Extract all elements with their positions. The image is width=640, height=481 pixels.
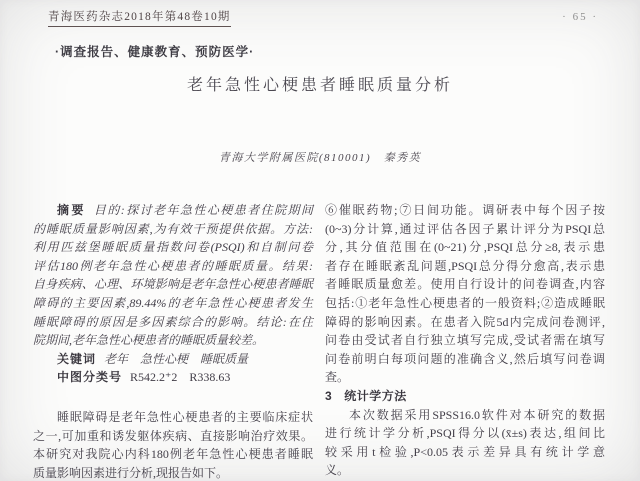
- abstract-line: [33, 201, 313, 220]
- body-line: 包括:①老年急性心梗患者的一般资料;②造成睡眠: [325, 295, 605, 310]
- body-line: 者存在睡眠紊乱问题,PSQI总分得分愈高,表示患: [325, 258, 605, 273]
- column-section-label: ·调查报告、健康教育、预防医学·: [55, 45, 255, 59]
- article-title: 老年急性心梗患者睡眠质量分析: [186, 77, 453, 94]
- stats-line: 较采用t检验,P<0.05表示差异具有统计学意: [325, 444, 605, 459]
- intro-line: 质量影响因素进行分析,现报告如下。: [33, 465, 229, 480]
- author-affiliation: 青海大学附属医院(810001) 秦秀英: [218, 152, 422, 164]
- intro-line: 之一,可加重和诱发躯体疾病、直接影响治疗效果。: [33, 428, 313, 443]
- body-line: 障碍的影响因素。在患者入院5d内完成问卷测评,: [325, 314, 605, 329]
- body-line: 问卷由受试者自行独立填写完成,受试者需在填写: [325, 333, 605, 348]
- stats-line: 进行统计学分析,PSQI得分以(x̄±s)表达,组间比: [325, 426, 605, 441]
- right-column: [325, 201, 605, 481]
- body-line: 分,其分值范围在(0~21)分,PSQI总分≥8,表示患: [325, 240, 605, 255]
- abstract-label: 摘要: [57, 203, 86, 217]
- abstract-line: 利用匹兹堡睡眠质量指数问卷(PSQI)和自制问卷: [33, 240, 313, 255]
- section-3-title: 统计学方法: [344, 388, 407, 403]
- page-number: · 65 ·: [562, 11, 598, 23]
- keywords-value: 老年 急性心梗 睡眠质量: [104, 351, 249, 366]
- intro-line: 本研究对我院心内科180例老年急性心梗患者睡眠: [33, 447, 313, 462]
- abstract-line: 自身疾病、心理、环境影响是老年急性心梗患者睡眠: [33, 277, 313, 292]
- keywords-line: [33, 350, 313, 369]
- stats-line: 本次数据采用SPSS16.0软件对本研究的数据: [349, 407, 605, 422]
- left-column: [33, 201, 313, 481]
- section-3-heading: [325, 387, 605, 406]
- intro-line: 睡眠障碍是老年急性心梗患者的主要临床症状: [57, 409, 313, 424]
- journal-title: 青海医药杂志2018年第48卷10期: [48, 8, 231, 27]
- body-line: (0~3)分计算,通过评估各因子累计评分为PSQI总: [325, 221, 605, 236]
- abstract-line: 评估180例老年急性心梗患者的睡眠质量。结果:: [33, 258, 313, 273]
- clc-label: 中图分类号: [57, 370, 123, 385]
- clc-value: R542.2⁺2 R338.63: [130, 370, 231, 385]
- body-line: 问卷前明白每项问题的准确含义,然后填写问卷调: [325, 351, 605, 366]
- section-3-number: 3: [325, 388, 333, 403]
- abstract-line: 院期间,老年急性心梗患者的睡眠质量较差。: [33, 333, 265, 348]
- body-line: ⑥催眠药物;⑦日间功能。调研表中每个因子按: [325, 203, 605, 217]
- abstract-line: 的睡眠质量影响因素,为有效干预提供依据。方法:: [33, 221, 313, 236]
- clc-line: [33, 368, 313, 387]
- abstract-text: 目的:探讨老年急性心梗患者住院期间: [93, 203, 313, 217]
- body-line: 者睡眠质量愈差。使用自行设计的问卷调查,内容: [325, 277, 605, 292]
- intro-paragraph: [33, 408, 313, 481]
- body-line: 查。: [325, 370, 350, 385]
- body-columns: [33, 201, 605, 481]
- abstract-line: 睡眠障碍的原因是多因素综合的影响。结论:在住: [33, 314, 313, 329]
- stats-line: 义。: [325, 463, 350, 478]
- keywords-label: 关键词: [57, 351, 97, 366]
- abstract-line: 障碍的主要因素,89.44%的老年急性心梗患者发生: [33, 295, 313, 310]
- page-header: [48, 8, 598, 27]
